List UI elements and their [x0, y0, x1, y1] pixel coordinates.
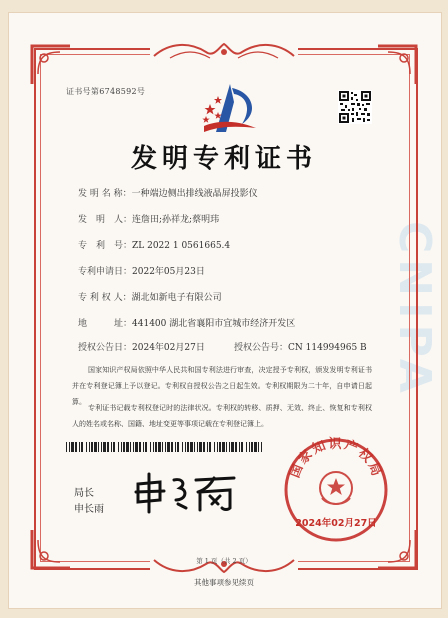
- field-value: 连詹田;孙祥龙;蔡明玮: [132, 215, 220, 225]
- corner-ornament-tl: [30, 44, 74, 88]
- svg-text:国家知识产权局: [287, 436, 384, 480]
- field-application-date: [78, 264, 205, 277]
- seal-date: 2024年02月27日: [295, 518, 377, 529]
- field-value: 一种端边侧出排线液晶屏投影仪: [131, 189, 258, 199]
- field-patent-number: [78, 238, 230, 251]
- certificate-number: 证书号第6748592号: [66, 87, 146, 96]
- field-label: 授权公告日：: [78, 343, 133, 353]
- field-label: 专利申请日：: [78, 267, 133, 277]
- field-invention-name: [78, 186, 258, 199]
- field-value: 2024年02月27日: [132, 343, 205, 353]
- certificate-title: 发明专利证书: [130, 144, 317, 174]
- field-value: CN 114994965 B: [288, 343, 367, 353]
- field-grant-number: [234, 340, 367, 353]
- field-value: 2022年05月23日: [132, 267, 205, 277]
- field-patentee: [78, 290, 222, 303]
- grant-statement-paragraph: 国家知识产权局依照中华人民共和国专利法进行审查，决定授予专利权，颁发发明专利证书并在专利登记簿上予以登记。专利权自授权公告之日起生效。专利权期限为二十年，自申请日起算。: [72, 366, 372, 406]
- qr-code-icon: [338, 90, 372, 124]
- field-label: 地 址：: [78, 319, 133, 329]
- barcode-icon: [66, 442, 262, 452]
- field-label: 发 明 名 称：: [78, 189, 132, 199]
- field-label: 发 明 人：: [78, 215, 133, 225]
- field-value: 441400 湖北省襄阳市宜城市经济开发区: [132, 319, 296, 329]
- footer-note: 其他事项参见续页: [194, 578, 254, 587]
- director-signature-icon: [130, 470, 240, 514]
- field-value: 湖北如新电子有限公司: [131, 293, 222, 303]
- watermark-text: CNIPA: [389, 221, 440, 399]
- field-label: 专 利 号：: [78, 241, 133, 251]
- cnipa-logo-icon: [196, 82, 262, 138]
- field-inventors: [78, 212, 219, 225]
- field-label: 专 利 权 人：: [78, 293, 132, 303]
- legal-status-paragraph: 专利证书记载专利权登记时的法律状况。专利权的转移、质押、无效、终止、恢复和专利权人的姓名或名称、国籍、地址变更等事项记载在专利登记簿上。: [72, 404, 372, 428]
- page-number: 第 1 页（共 2 页）: [196, 557, 252, 565]
- seal-text: 国家知识产权局: [287, 436, 385, 481]
- top-ornament: [150, 40, 298, 62]
- field-label: 授权公告号：: [234, 343, 289, 353]
- field-address: [78, 316, 295, 329]
- director-title: 局长: [74, 488, 94, 499]
- director-name: 申长雨: [74, 504, 104, 515]
- field-grant-date: [78, 340, 205, 353]
- field-value: ZL 2022 1 0561665.4: [132, 241, 231, 251]
- corner-ornament-tr: [374, 44, 418, 88]
